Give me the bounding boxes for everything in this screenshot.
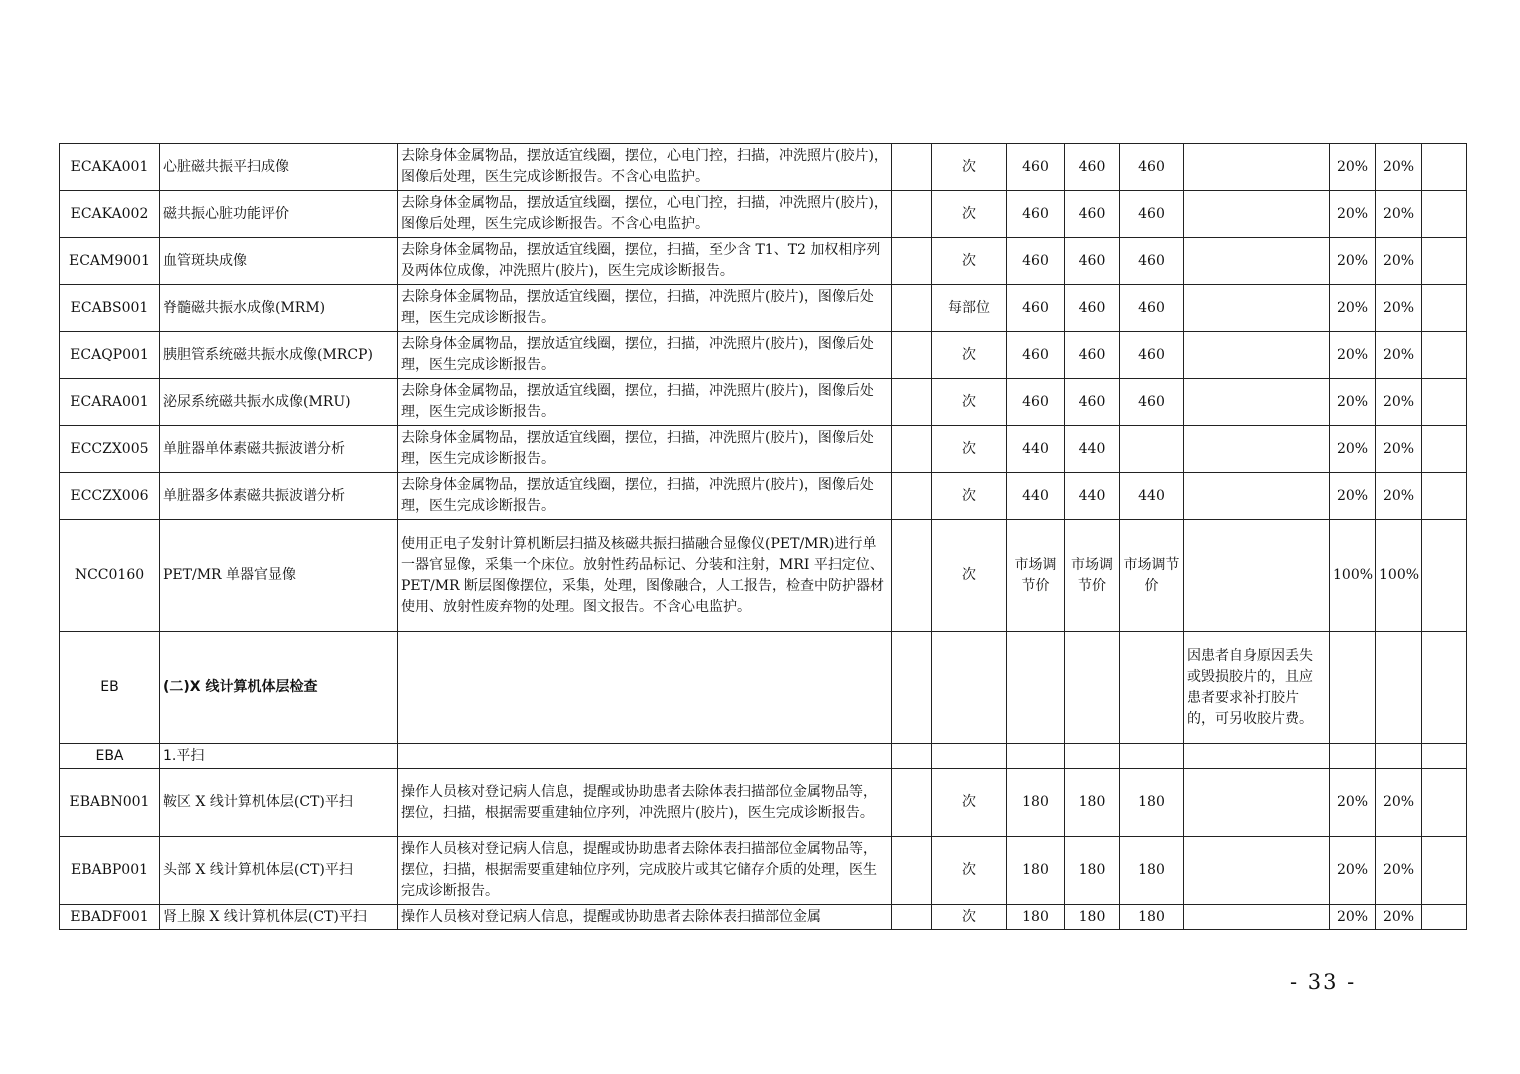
price-3: 市场调节价 — [1120, 520, 1184, 632]
item-name: 泌尿系统磁共振水成像(MRU) — [160, 379, 398, 426]
item-name: 单脏器单体素磁共振波谱分析 — [160, 426, 398, 473]
price-3: 180 — [1120, 769, 1184, 837]
price-3: 440 — [1120, 473, 1184, 520]
table-row — [60, 426, 1467, 473]
subsection-code: EBA — [60, 744, 160, 769]
price-2: 180 — [1065, 905, 1120, 930]
price-2: 440 — [1065, 426, 1120, 473]
empty-cell — [1422, 426, 1467, 473]
item-name: 磁共振心脏功能评价 — [160, 191, 398, 238]
item-content: 去除身体金属物品，摆放适宜线圈，摆位，扫描，冲洗照片(胶片)，图像后处理，医生完成诊断报告。 — [398, 426, 892, 473]
item-code: EBABP001 — [60, 837, 160, 905]
item-note — [1184, 285, 1330, 332]
item-name: PET/MR 单器官显像 — [160, 520, 398, 632]
empty-cell — [892, 905, 932, 930]
item-name: 脊髓磁共振水成像(MRM) — [160, 285, 398, 332]
empty-cell — [1422, 238, 1467, 285]
item-note — [1184, 769, 1330, 837]
item-code: ECCZX006 — [60, 473, 160, 520]
item-name: 鞍区 X 线计算机体层(CT)平扫 — [160, 769, 398, 837]
item-code: EBADF001 — [60, 905, 160, 930]
ratio-2: 20% — [1376, 769, 1422, 837]
item-note — [1184, 520, 1330, 632]
price-2: 460 — [1065, 332, 1120, 379]
ratio-1: 20% — [1330, 905, 1376, 930]
ratio-2: 20% — [1376, 285, 1422, 332]
item-content: 去除身体金属物品，摆放适宜线圈，摆位，扫描，冲洗照片(胶片)，图像后处理，医生完成诊断报告。 — [398, 285, 892, 332]
item-code: ECCZX005 — [60, 426, 160, 473]
item-unit: 次 — [932, 473, 1007, 520]
ratio-1: 20% — [1330, 837, 1376, 905]
item-code: ECARA001 — [60, 379, 160, 426]
price-3: 460 — [1120, 238, 1184, 285]
item-unit: 次 — [932, 379, 1007, 426]
price-1: 440 — [1007, 473, 1065, 520]
table-row — [60, 520, 1467, 632]
item-unit: 次 — [932, 769, 1007, 837]
item-note — [1184, 144, 1330, 191]
ratio-1: 20% — [1330, 426, 1376, 473]
empty-cell — [1422, 144, 1467, 191]
ratio-2: 100% — [1376, 520, 1422, 632]
price-1: 460 — [1007, 379, 1065, 426]
price-2: 180 — [1065, 769, 1120, 837]
empty-cell — [892, 473, 932, 520]
price-1: 460 — [1007, 144, 1065, 191]
empty-cell — [1422, 332, 1467, 379]
item-name: 心脏磁共振平扫成像 — [160, 144, 398, 191]
empty-cell — [892, 769, 932, 837]
price-1: 180 — [1007, 837, 1065, 905]
price-1: 460 — [1007, 191, 1065, 238]
price-1: 460 — [1007, 332, 1065, 379]
item-content: 去除身体金属物品，摆放适宜线圈，摆位，心电门控，扫描，冲洗照片(胶片)，图像后处理，医生完成诊断报告。不含心电监护。 — [398, 144, 892, 191]
item-code: ECABS001 — [60, 285, 160, 332]
price-2: 市场调节价 — [1065, 520, 1120, 632]
item-note — [1184, 191, 1330, 238]
price-table — [59, 143, 1467, 930]
ratio-1: 20% — [1330, 473, 1376, 520]
item-name: 血管斑块成像 — [160, 238, 398, 285]
ratio-1: 20% — [1330, 238, 1376, 285]
table-row — [60, 238, 1467, 285]
ratio-1: 20% — [1330, 332, 1376, 379]
price-2: 460 — [1065, 238, 1120, 285]
item-unit: 次 — [932, 837, 1007, 905]
price-1: 180 — [1007, 769, 1065, 837]
price-1: 180 — [1007, 905, 1065, 930]
ratio-2: 20% — [1376, 191, 1422, 238]
item-note — [1184, 905, 1330, 930]
ratio-2: 20% — [1376, 379, 1422, 426]
ratio-2: 20% — [1376, 332, 1422, 379]
table-row — [60, 473, 1467, 520]
item-code: NCC0160 — [60, 520, 160, 632]
table-row — [60, 332, 1467, 379]
empty-cell — [892, 191, 932, 238]
item-unit: 次 — [932, 426, 1007, 473]
empty-cell — [1422, 520, 1467, 632]
item-content: 操作人员核对登记病人信息，提醒或协助患者去除体表扫描部位金属 — [398, 905, 892, 930]
price-2: 460 — [1065, 191, 1120, 238]
price-1: 460 — [1007, 238, 1065, 285]
item-code: ECAKA002 — [60, 191, 160, 238]
item-content: 使用正电子发射计算机断层扫描及核磁共振扫描融合显像仪(PET/MR)进行单一器官显像，采集一个床位。放射性药品标记、分装和注射，MRI 平扫定位、PET/MR 断层图像摆位，采集，处理，图像融合，人工报告，检查中防护器材使用、放射性废弃物的处理。图文报告。不含心电监护。 — [398, 520, 892, 632]
item-content: 操作人员核对登记病人信息，提醒或协助患者去除体表扫描部位金属物品等，摆位，扫描，根据需要重建轴位序列，完成胶片或其它储存介质的处理，医生完成诊断报告。 — [398, 837, 892, 905]
item-unit: 次 — [932, 144, 1007, 191]
page-number: - 33 - — [1290, 970, 1357, 994]
ratio-2: 20% — [1376, 144, 1422, 191]
empty-cell — [892, 285, 932, 332]
item-unit: 次 — [932, 520, 1007, 632]
ratio-1: 20% — [1330, 379, 1376, 426]
item-name: 胰胆管系统磁共振水成像(MRCP) — [160, 332, 398, 379]
table-row — [60, 144, 1467, 191]
empty-cell — [892, 144, 932, 191]
empty-cell — [892, 426, 932, 473]
ratio-1: 20% — [1330, 191, 1376, 238]
empty-cell — [1422, 285, 1467, 332]
item-unit: 次 — [932, 332, 1007, 379]
item-note — [1184, 426, 1330, 473]
empty-cell — [1422, 837, 1467, 905]
empty-cell — [1422, 769, 1467, 837]
table-row — [60, 769, 1467, 837]
ratio-2: 20% — [1376, 426, 1422, 473]
empty-cell — [892, 238, 932, 285]
item-code: ECAKA001 — [60, 144, 160, 191]
price-3: 180 — [1120, 837, 1184, 905]
empty-cell — [892, 332, 932, 379]
item-note — [1184, 379, 1330, 426]
price-1: 460 — [1007, 285, 1065, 332]
item-code: EBABN001 — [60, 769, 160, 837]
table-row — [60, 905, 1467, 930]
item-note — [1184, 238, 1330, 285]
empty-cell — [1422, 905, 1467, 930]
item-unit: 次 — [932, 191, 1007, 238]
empty-cell — [892, 837, 932, 905]
item-unit: 次 — [932, 905, 1007, 930]
price-3 — [1120, 426, 1184, 473]
price-3: 180 — [1120, 905, 1184, 930]
item-name: 肾上腺 X 线计算机体层(CT)平扫 — [160, 905, 398, 930]
price-1: 440 — [1007, 426, 1065, 473]
item-content: 去除身体金属物品，摆放适宜线圈，摆位，心电门控，扫描，冲洗照片(胶片)，图像后处理，医生完成诊断报告。不含心电监护。 — [398, 191, 892, 238]
section-code: EB — [60, 632, 160, 744]
empty-cell — [1422, 379, 1467, 426]
table-row — [60, 191, 1467, 238]
item-unit: 每部位 — [932, 285, 1007, 332]
section-name: (二)X 线计算机体层检查 — [160, 632, 398, 744]
price-2: 460 — [1065, 379, 1120, 426]
item-content: 去除身体金属物品，摆放适宜线圈，摆位，扫描，至少含 T1、T2 加权相序列及两体位成像，冲洗照片(胶片)，医生完成诊断报告。 — [398, 238, 892, 285]
empty-cell — [892, 379, 932, 426]
item-code: ECAM9001 — [60, 238, 160, 285]
ratio-1: 20% — [1330, 769, 1376, 837]
ratio-2: 20% — [1376, 905, 1422, 930]
item-name: 单脏器多体素磁共振波谱分析 — [160, 473, 398, 520]
table-row — [60, 837, 1467, 905]
item-note — [1184, 837, 1330, 905]
item-name: 头部 X 线计算机体层(CT)平扫 — [160, 837, 398, 905]
item-content: 去除身体金属物品，摆放适宜线圈，摆位，扫描，冲洗照片(胶片)，图像后处理，医生完成诊断报告。 — [398, 473, 892, 520]
price-3: 460 — [1120, 285, 1184, 332]
ratio-2: 20% — [1376, 837, 1422, 905]
table-row — [60, 285, 1467, 332]
table-row — [60, 379, 1467, 426]
price-1: 市场调节价 — [1007, 520, 1065, 632]
price-2: 440 — [1065, 473, 1120, 520]
empty-cell — [1422, 473, 1467, 520]
item-note — [1184, 473, 1330, 520]
ratio-2: 20% — [1376, 238, 1422, 285]
price-2: 460 — [1065, 144, 1120, 191]
item-content: 去除身体金属物品，摆放适宜线圈，摆位，扫描，冲洗照片(胶片)，图像后处理，医生完成诊断报告。 — [398, 379, 892, 426]
price-3: 460 — [1120, 379, 1184, 426]
empty-cell — [892, 520, 932, 632]
item-content: 操作人员核对登记病人信息，提醒或协助患者去除体表扫描部位金属物品等，摆位，扫描，根据需要重建轴位序列，冲洗照片(胶片)，医生完成诊断报告。 — [398, 769, 892, 837]
item-note — [1184, 332, 1330, 379]
price-2: 180 — [1065, 837, 1120, 905]
empty-cell — [1422, 191, 1467, 238]
price-3: 460 — [1120, 144, 1184, 191]
item-unit: 次 — [932, 238, 1007, 285]
ratio-1: 20% — [1330, 144, 1376, 191]
price-3: 460 — [1120, 332, 1184, 379]
item-code: ECAQP001 — [60, 332, 160, 379]
ratio-2: 20% — [1376, 473, 1422, 520]
item-content: 去除身体金属物品，摆放适宜线圈，摆位，扫描，冲洗照片(胶片)，图像后处理，医生完成诊断报告。 — [398, 332, 892, 379]
subsection-name: 1.平扫 — [160, 744, 398, 769]
ratio-1: 20% — [1330, 285, 1376, 332]
price-3: 460 — [1120, 191, 1184, 238]
section-row — [60, 632, 1467, 744]
section-note: 因患者自身原因丢失或毁损胶片的，且应患者要求补打胶片的，可另收胶片费。 — [1184, 632, 1330, 744]
subsection-row — [60, 744, 1467, 769]
ratio-1: 100% — [1330, 520, 1376, 632]
price-2: 460 — [1065, 285, 1120, 332]
